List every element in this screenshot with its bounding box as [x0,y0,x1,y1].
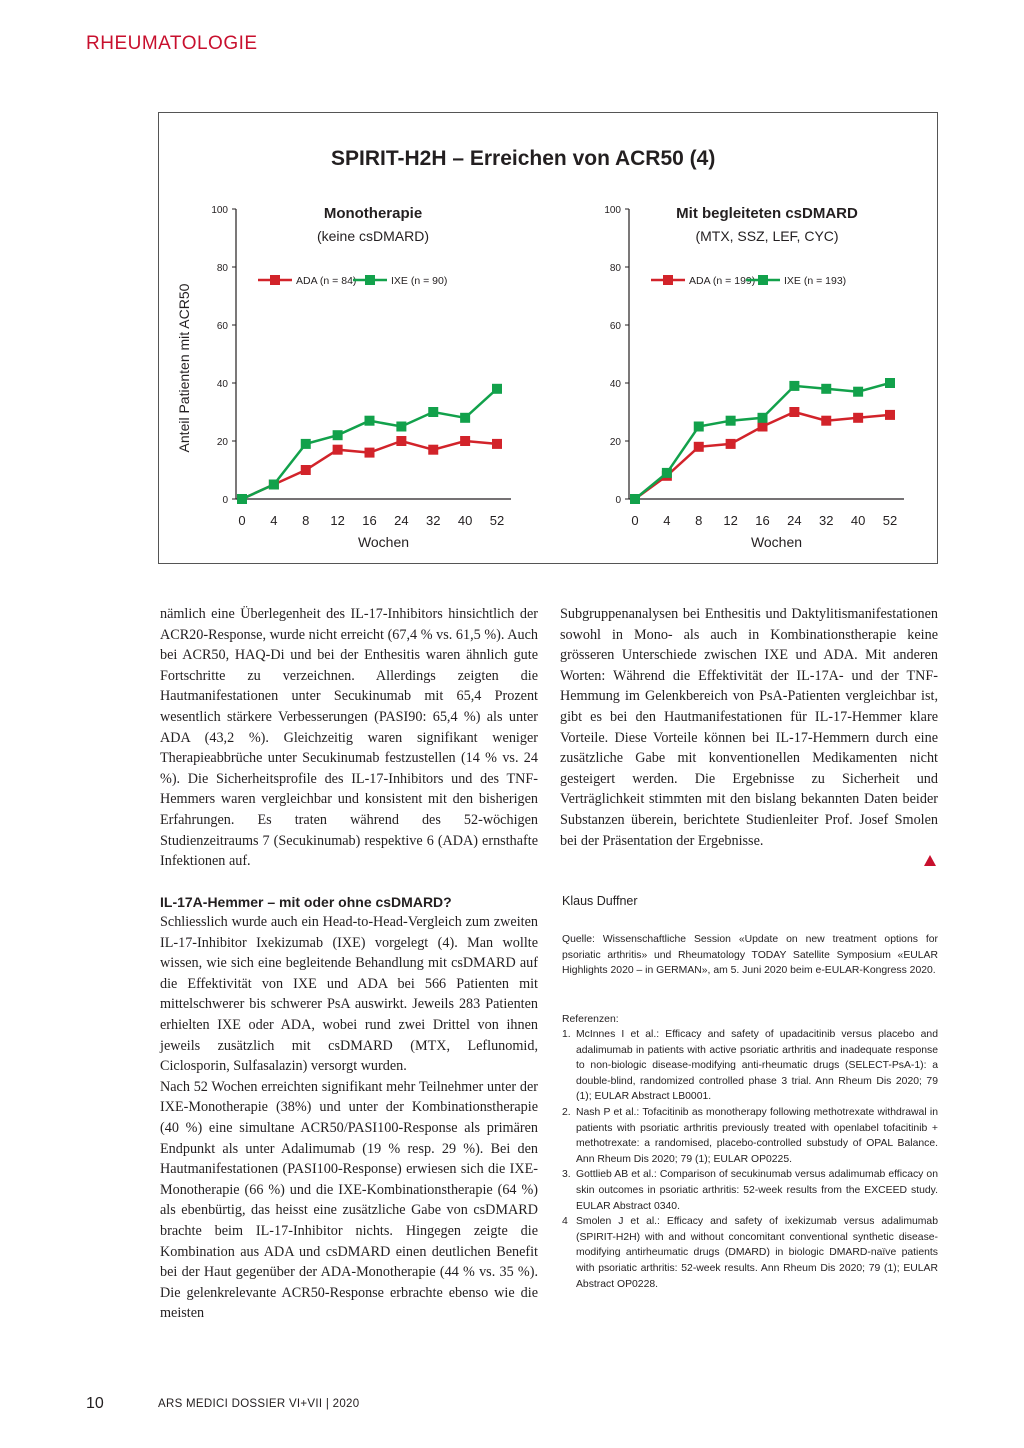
references-list [562,1027,938,1292]
y-tick-label: 0 [222,495,228,506]
data-point [269,480,279,490]
x-tick-label: 24 [787,513,802,528]
data-point [301,439,311,449]
y-tick-label: 100 [211,205,228,216]
data-point [396,422,406,432]
legend-label: ADA (n = 84) [296,275,357,287]
body-left-bottom [160,892,538,1324]
reference-item [562,1105,938,1167]
x-tick-label: 52 [882,513,898,528]
legend-marker [663,275,673,285]
data-point [460,436,470,446]
data-point [853,413,863,423]
reference-text: McInnes I et al.: Efficacy and safety of upadacitinib versus placebo and adalimumab in patients with active psoriatic arthritis and inadequate response to non-biologic disease-modifying anti-rheumatic drugs (SELECT-PsA-1): a double-blind, randomized controlled phase 3 trial. Ann Rheum Dis 2020; 79 (1); EULAR Abstract LB0001. [576,1029,938,1103]
figure-acr50-chart [158,112,938,564]
data-point [821,384,831,394]
data-point [428,445,438,455]
data-point [333,430,343,440]
reference-text: Nash P et al.: Tofacitinib as monotherapy following methotrexate withdrawal in patients with psoriatic arthritis previously treated with openlabel tofacitinib + methotrexate: a randomised, placebo-controlled substudy of OPAL Balance. Ann Rheum Dis 2020; 79 (1); EULAR OP0225. [576,1106,938,1165]
chart-svg [159,113,939,565]
x-axis-label: Wochen [750,534,803,550]
x-tick-label: 40 [457,513,473,528]
data-point [885,410,895,420]
reference-item [562,1167,938,1214]
y-tick-label: 80 [609,263,621,274]
data-point [333,445,343,455]
reference-item [562,1214,938,1292]
x-tick-label: 4 [663,513,671,528]
data-point [365,448,375,458]
y-axis-label: Anteil Patienten mit ACR50 [176,283,192,453]
x-tick-label: 8 [695,513,703,528]
x-tick-label: 0 [238,513,246,528]
data-point [428,407,438,417]
reference-text: Smolen J et al.: Efficacy and safety of ixekizumab versus adalimumab (SPIRIT-H2H) with and without concomitant conventional synthetic disease-modifying antirheumatic drugs (DMARD) in biologic DMARD-naïve patients with psoriatic arthritis: 52-week results. Ann Rheum Dis 2020; 79 (1); EULAR Abstract OP0228. [576,1216,938,1290]
x-tick-label: 32 [819,513,834,528]
reference-number: 1. [562,1029,571,1040]
source-note: Quelle: Wissenschaftliche Session «Update on new treatment options for psoriatic arthritis» und Rheumatology TODAY Satellite Symposium «EULAR Highlights 2020 – in GERMAN», am 5. Juni 2020 beim e-EULAR-Kongress 2020. [562,934,938,977]
data-point [758,413,768,423]
y-tick-label: 60 [609,321,621,332]
x-tick-label: 40 [850,513,866,528]
y-tick-label: 40 [216,379,228,390]
journal-footer: ARS MEDICI DOSSIER VI+VII | 2020 [158,1398,360,1410]
data-point [365,416,375,426]
author: Klaus Duffner [562,894,638,908]
x-axis-label: Wochen [357,534,410,550]
y-tick-label: 100 [604,205,621,216]
references-title: Referenzen: [562,1014,619,1025]
panel-title: Monotherapie [323,205,423,222]
data-point [789,407,799,417]
data-point [821,416,831,426]
legend-label: IXE (n = 90) [391,275,448,287]
reference-item [562,1027,938,1105]
figure-title: SPIRIT-H2H – Erreichen von ACR50 (4) [331,147,716,170]
data-point [630,494,640,504]
data-point [237,494,247,504]
data-point [301,465,311,475]
data-point [694,422,704,432]
reference-number: 4 [562,1216,568,1228]
y-tick-label: 20 [609,437,621,448]
data-point [885,378,895,388]
data-point [662,468,672,478]
x-tick-label: 24 [394,513,409,528]
panel-title: Mit begleiteten csDMARD [676,205,858,222]
x-tick-label: 4 [270,513,278,528]
paragraph-right-top: Subgruppenanalysen bei Enthesitis und Daktylitismanifestationen sowohl in Mono- als auch in Kombinationstherapie keine grösseren Unterschiede zwischen IXE und ADA. Mit anderen Worten: Während die Effektivität der IL-17A- und der TNF-Hemmung im Gelenkbereich von PsA-Patienten vergleichbar ist, gibt es bei den Hautmanifestationen für IL-17-Hemmer klare Vorteile. Diese Vorteile können bei IL-17-Hemmern durch eine zusätzliche Gabe mit konventionellen Medikamenten nicht gesteigert werden. Die Ergebnisse zu Sicherheit und Verträglichkeit stimmten mit den bislang bekannten Daten beider Substanzen überein, berichtete Studienleiter Prof. Josef Smolen bei der Präsentation der Ergebnisse. [560,606,938,849]
y-tick-label: 40 [609,379,621,390]
data-point [396,436,406,446]
series-line [635,383,890,499]
subheading: IL-17A-Hemmer – mit oder ohne csDMARD? [160,894,452,910]
reference-number: 3. [562,1169,571,1181]
y-tick-label: 0 [615,495,621,506]
legend-marker [270,275,280,285]
legend-label: IXE (n = 193) [784,275,847,287]
section-title: RHEUMATOLOGIE [86,33,258,54]
data-point [726,416,736,426]
x-tick-label: 12 [330,513,345,528]
data-point [460,413,470,423]
y-tick-label: 80 [216,263,228,274]
panel-subtitle: (keine csDMARD) [316,228,430,244]
x-tick-label: 8 [302,513,310,528]
data-point [492,384,502,394]
reference-number: 2. [562,1106,571,1118]
legend-label: ADA (n = 199) [689,275,756,287]
x-tick-label: 52 [489,513,505,528]
x-tick-label: 32 [426,513,441,528]
data-point [694,442,704,452]
panel-subtitle: (MTX, SSZ, LEF, CYC) [695,228,839,244]
paragraph-left-top: nämlich eine Überlegenheit des IL-17-Inhibitors hinsichtlich der ACR20-Response, wurde nicht erreicht (67,4 % vs. 61,5 %). Auch bei ACR50, HAQ-Di und bei der Enthesitis waren ähnlich gute Fortschritte zu verzeichnen. Allerdings zeigten die Hautmanifestationen unter Secukinumab mit 65,4 Prozent wesentlich stärkere Verbesserungen (PASI90: 65,4 %) als unter ADA (43,2 %). Gleichzeitig waren signifikant weniger Therapieabbrüche unter Secukinumab festzustellen (14 % vs. 24 %). Die Sicherheitsprofile des IL-17-Inhibitors und des TNF-Hemmers waren vergleichbar und konsistent mit den bisherigen Erfahrungen. Es traten während des 52-wöchigen Studienzeitraums 7 (Secukinumab) respektive 6 (ADA) ernsthafte Infektionen auf. [160,606,538,870]
legend-marker [758,275,768,285]
paragraph-left-2: Nach 52 Wochen erreichten signifikant mehr Teilnehmer unter der IXE-Monotherapie (38%) und unter der Kombinationstherapie (40 %) eine simultane ACR50/PASI100-Response als primären Endpunkt als unter Adalimumab (19 % resp. 29 %). Bei den Hautmanifestationen (PASI100-Response) erwiesen sich die IXE-Monotherapie (66 %) und die IXE-Kombinationstherapie (64 %) als ebenbürtig, das heisst eine zusätzliche Gabe von csDMARD brachte beim IL-17-Inhibitor nichts. Hingegen zeigte die Kombination aus ADA und csDMARD einen deutlichen Benefit bei der Haut gegenüber der ADA-Monotherapie (44 % vs. 35 %). Die gelenkrelevante ACR50-Response erbrachte ebenso wie die meisten [160,1078,538,1322]
x-tick-label: 12 [723,513,738,528]
x-tick-label: 16 [362,513,377,528]
end-triangle-icon [924,855,936,866]
body-right-top [560,604,938,851]
data-point [853,387,863,397]
x-tick-label: 16 [755,513,770,528]
y-tick-label: 20 [216,437,228,448]
data-point [726,439,736,449]
paragraph-left-1: Schliesslich wurde auch ein Head-to-Head-Vergleich zum zweiten IL-17-Inhibitor Ixekizumab (IXE) vorgelegt (4). Man wollte wissen, wie sich eine begleitende Behandlung mit csDMARD auf die Effektivität von IXE und ADA bei 566 Patienten mit mittelschwerer bis schwerer PsA auswirkt. Jeweils 283 Patienten erhielten IXE oder ADA, wobei rund zwei Drittel von ihnen jeweils zusätzlich mit csDMARD (MTX, Leflunomid, Ciclosporin, Sulfasalazin) versorgt wurden. [160,914,538,1075]
body-left-top [160,604,538,872]
legend-marker [365,275,375,285]
reference-text: Gottlieb AB et al.: Comparison of secukinumab versus adalimumab efficacy on skin outcomes in psoriatic arthritis: 52-week results from the EXCEED study. EULAR Abstract 0340. [576,1169,938,1212]
data-point [789,381,799,391]
data-point [758,422,768,432]
x-tick-label: 0 [631,513,639,528]
y-tick-label: 60 [216,321,228,332]
page-number: 10 [86,1395,104,1412]
data-point [492,439,502,449]
